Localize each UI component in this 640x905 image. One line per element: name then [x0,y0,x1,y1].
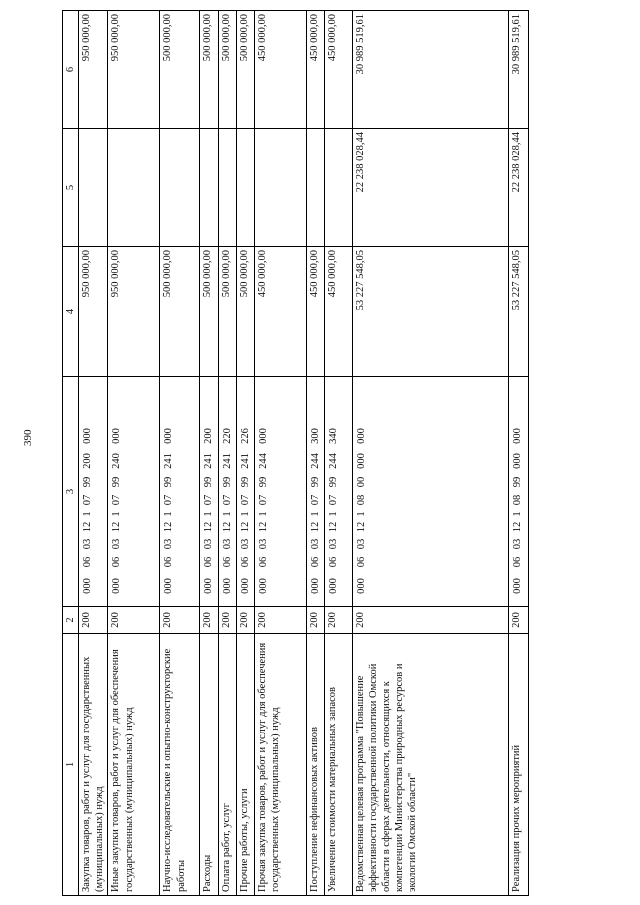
code-segment: 06 [82,556,94,568]
row-name: Прочие работы, услуги [236,634,254,896]
code-segment: 000 [111,428,123,444]
code-segment: 99 [163,476,175,488]
code-segment: 06 [309,556,321,568]
code-segment: 07 [82,494,94,506]
code-segments [161,380,176,603]
row-col4: 53 227 548,05 [352,247,508,377]
code-segment: 000 [221,578,233,594]
row-col4: 500 000,00 [160,247,200,377]
table-row [254,11,306,896]
code-segment: 00 [355,476,367,488]
row-col5 [160,129,200,247]
code-segment: 06 [327,556,339,568]
header-cell: 2 [63,607,79,634]
code-segment: 000 [327,578,339,594]
code-segment: 220 [221,428,233,444]
code-segment: 03 [82,538,94,550]
code-segment: 07 [111,494,123,506]
code-segment: 12 [82,521,94,533]
code-segment: 06 [511,556,523,568]
header-row [63,11,79,896]
code-segment: 99 [239,476,251,488]
row-col6: 500 000,00 [160,11,200,129]
code-segment: 240 [111,453,123,469]
row-code [200,377,218,607]
table-row [508,11,528,896]
row-col4: 450 000,00 [306,247,324,377]
table-row [218,11,236,896]
code-segment: 244 [309,453,321,469]
table-row [306,11,324,896]
code-segment: 99 [221,476,233,488]
row-col2: 200 [79,607,108,634]
code-segment: 244 [327,453,339,469]
row-code [508,377,528,607]
code-segment: 340 [327,428,339,444]
code-segment: 99 [111,476,123,488]
row-col6: 450 000,00 [324,11,352,129]
table-row [108,11,160,896]
code-segment: 241 [203,453,215,469]
row-col2: 200 [306,607,324,634]
row-col2: 200 [352,607,508,634]
table-row [79,11,108,896]
row-name: Прочая закупка товаров, работ и услуг для обеспечения государственных (муниципальных) нужд [254,634,306,896]
code-segment: 03 [257,538,269,550]
row-code [160,377,200,607]
code-segment: 12 [327,521,339,533]
row-col4: 950 000,00 [108,247,160,377]
row-col2: 200 [254,607,306,634]
code-segment: 99 [309,476,321,488]
row-col6: 450 000,00 [254,11,306,129]
row-col4: 53 227 548,05 [508,247,528,377]
table-row [352,11,508,896]
code-segment: 000 [355,453,367,469]
code-segment: 241 [221,453,233,469]
code-segment: 300 [309,428,321,444]
code-segment: 244 [257,453,269,469]
code-segment: 1 [355,511,367,517]
code-segment: 07 [327,494,339,506]
code-segment: 08 [355,494,367,506]
row-name: Реализация прочих мероприятий [508,634,528,896]
row-col6: 450 000,00 [306,11,324,129]
code-segments [354,380,369,603]
code-segment: 06 [111,556,123,568]
row-col4: 450 000,00 [324,247,352,377]
code-segment: 1 [82,511,94,517]
row-code [79,377,108,607]
code-segment: 99 [327,476,339,488]
code-segment: 07 [309,494,321,506]
code-segments [510,380,525,603]
code-segment: 241 [239,453,251,469]
code-segment: 07 [239,494,251,506]
code-segment: 07 [257,494,269,506]
code-segment: 12 [221,521,233,533]
code-segment: 99 [511,476,523,488]
code-segment: 03 [163,538,175,550]
code-segments [220,380,235,603]
code-segment: 06 [163,556,175,568]
code-segment: 000 [257,578,269,594]
row-col4: 500 000,00 [236,247,254,377]
code-segment: 1 [163,511,175,517]
row-col2: 200 [200,607,218,634]
code-segment: 1 [257,511,269,517]
row-name: Поступление нефинансовых активов [306,634,324,896]
row-name: Научно-исследовательские и опытно-конструкторские работы [160,634,200,896]
code-segment: 000 [163,578,175,594]
code-segment: 03 [111,538,123,550]
code-segment: 99 [203,476,215,488]
row-code [108,377,160,607]
code-segment: 1 [309,511,321,517]
code-segment: 000 [309,578,321,594]
row-code [236,377,254,607]
code-segment: 12 [111,521,123,533]
row-col2: 200 [160,607,200,634]
code-segment: 12 [239,521,251,533]
code-segment: 12 [203,521,215,533]
row-code [352,377,508,607]
code-segment: 03 [221,538,233,550]
code-segment: 000 [111,578,123,594]
row-col2: 200 [218,607,236,634]
budget-table [62,10,529,896]
row-col2: 200 [236,607,254,634]
code-segment: 99 [82,476,94,488]
header-cell: 6 [63,11,79,129]
row-col6: 30 989 519,61 [352,11,508,129]
code-segment: 000 [82,428,94,444]
code-segment: 06 [203,556,215,568]
row-name: Расходы [200,634,218,896]
code-segment: 06 [257,556,269,568]
table-row [324,11,352,896]
code-segment: 07 [221,494,233,506]
code-segment: 12 [163,521,175,533]
code-segment: 000 [511,453,523,469]
code-segments [326,380,341,603]
code-segment: 200 [203,428,215,444]
row-col5 [236,129,254,247]
code-segment: 000 [355,578,367,594]
code-segments [80,380,95,603]
code-segments [308,380,323,603]
row-name: Увеличение стоимости материальных запасов [324,634,352,896]
code-segments [256,380,271,603]
table-row [236,11,254,896]
code-segment: 06 [221,556,233,568]
row-col5 [324,129,352,247]
row-col5 [254,129,306,247]
row-code [218,377,236,607]
code-segment: 03 [203,538,215,550]
code-segment: 12 [355,521,367,533]
row-name: Ведомственная целевая программа "Повышение эффективности государственной политики Омской области в сферах деятельности, относящихся к компетенции Министерства природных ресурсов и экологии Омской области" [352,634,508,896]
code-segment: 07 [203,494,215,506]
row-col5 [306,129,324,247]
code-segment: 000 [82,578,94,594]
table-row [160,11,200,896]
row-col6: 950 000,00 [108,11,160,129]
code-segment: 1 [239,511,251,517]
code-segment: 200 [82,453,94,469]
row-name: Закупка товаров, работ и услуг для государственных (муниципальных) нужд [79,634,108,896]
row-col6: 500 000,00 [236,11,254,129]
row-col6: 500 000,00 [200,11,218,129]
rotated-table-container [62,11,529,896]
code-segment: 000 [203,578,215,594]
row-col2: 200 [108,607,160,634]
code-segment: 03 [239,538,251,550]
row-col6: 950 000,00 [79,11,108,129]
code-segment: 000 [239,578,251,594]
code-segment: 1 [203,511,215,517]
code-segment: 1 [327,511,339,517]
code-segment: 12 [257,521,269,533]
code-segments [109,380,124,603]
code-segment: 08 [511,494,523,506]
code-segment: 03 [309,538,321,550]
code-segment: 1 [511,511,523,517]
code-segment: 07 [163,494,175,506]
header-cell: 5 [63,129,79,247]
row-col4: 450 000,00 [254,247,306,377]
code-segments [238,380,253,603]
header-cell: 3 [63,377,79,607]
code-segment: 226 [239,428,251,444]
code-segment: 000 [511,578,523,594]
row-name: Иные закупки товаров, работ и услуг для обеспечения государственных (муниципальных) нужд [108,634,160,896]
row-code [306,377,324,607]
header-cell: 1 [63,634,79,896]
row-col5 [79,129,108,247]
code-segment: 03 [355,538,367,550]
header-cell: 4 [63,247,79,377]
row-code [254,377,306,607]
row-col4: 500 000,00 [218,247,236,377]
row-col5: 22 238 028,44 [352,129,508,247]
row-col6: 30 989 519,61 [508,11,528,129]
code-segment: 03 [511,538,523,550]
row-col5 [108,129,160,247]
code-segment: 241 [163,453,175,469]
code-segment: 1 [221,511,233,517]
code-segment: 12 [511,521,523,533]
row-col6: 500 000,00 [218,11,236,129]
row-name: Оплата работ, услуг [218,634,236,896]
row-code [324,377,352,607]
code-segments [201,380,216,603]
row-col5: 22 238 028,44 [508,129,528,247]
row-col4: 950 000,00 [79,247,108,377]
row-col5 [218,129,236,247]
code-segment: 06 [239,556,251,568]
code-segment: 1 [111,511,123,517]
code-segment: 000 [163,428,175,444]
page-number: 390 [22,429,34,446]
table-body [79,11,529,896]
code-segment: 000 [355,428,367,444]
code-segment: 99 [257,476,269,488]
row-col2: 200 [324,607,352,634]
row-col5 [200,129,218,247]
code-segment: 03 [327,538,339,550]
code-segment: 000 [511,428,523,444]
code-segment: 12 [309,521,321,533]
code-segment: 000 [257,428,269,444]
row-col2: 200 [508,607,528,634]
table-row [200,11,218,896]
row-col4: 500 000,00 [200,247,218,377]
code-segment: 06 [355,556,367,568]
